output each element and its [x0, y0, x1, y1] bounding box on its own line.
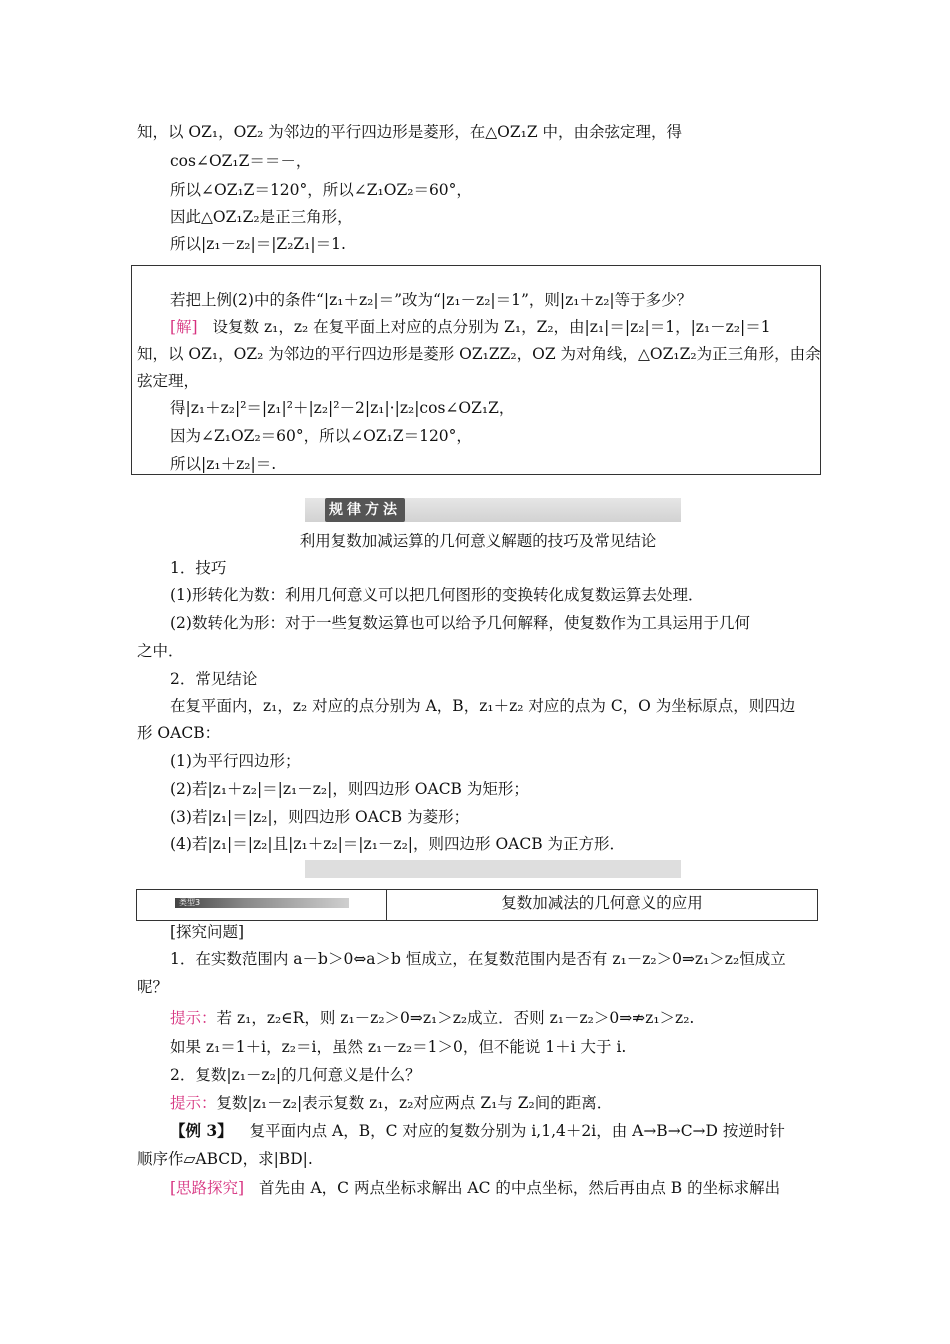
- text-line: (3)若|z₁|＝|z₂|，则四边形 OACB 为菱形；: [170, 808, 470, 826]
- text-line: 1．在实数范围内 a－b＞0⇔a＞b 恒成立，在复数范围内是否有 z₁－z₂＞0⇒z₁＞z₂恒成立: [170, 950, 786, 968]
- text-line: 之中．: [137, 642, 184, 660]
- text-line: 知，以 OZ₁，OZ₂ 为邻边的平行四边形是菱形，在△OZ₁Z 中，由余弦定理，得: [137, 123, 683, 141]
- text-line: 首先由 A，C 两点坐标求解出 AC 的中点坐标，然后再由点 B 的坐标求解出: [259, 1179, 781, 1197]
- idea-tag: [思路探究]: [170, 1179, 245, 1197]
- text-line: 弦定理，: [137, 372, 200, 390]
- idea-line: [170, 1177, 780, 1199]
- text-line: 复数|z₁－z₂|表示复数 z₁，z₂对应两点 Z₁与 Z₂间的距离．: [216, 1094, 613, 1112]
- example-line: [170, 1120, 785, 1142]
- hint-line: [170, 1007, 694, 1029]
- type-title: 复数加减法的几何意义的应用: [501, 894, 703, 912]
- text-line: 所以∠OZ₁Z＝120°，所以∠Z₁OZ₂＝60°，: [170, 181, 472, 199]
- text-line: (1)为平行四边形；: [170, 752, 301, 770]
- text-line: 若把上例(2)中的条件“|z₁＋z₂|＝”改为“|z₁－z₂|＝1”，则|z₁＋z₂|等于多少？: [170, 291, 693, 309]
- text-line: 因为∠Z₁OZ₂＝60°，所以∠OZ₁Z＝120°，: [170, 427, 472, 445]
- example-tag: 【例 3】: [170, 1121, 233, 1140]
- text-line: 2．复数|z₁－z₂|的几何意义是什么？: [170, 1066, 421, 1084]
- text-line: 若 z₁，z₂∈R，则 z₁－z₂＞0⇒z₁＞z₂成立．否则 z₁－z₂＞0⇒⇏z₁＞z₂.: [216, 1009, 695, 1027]
- type-header-left: [137, 890, 387, 920]
- text-line: cos∠OZ₁Z＝＝－，: [170, 152, 312, 170]
- method-banner-label: 规律方法: [325, 498, 405, 522]
- text-line: (1)形转化为数：利用几何意义可以把几何图形的变换转化成复数运算去处理．: [170, 586, 704, 604]
- text-line: 设复数 z₁，z₂ 在复平面上对应的点分别为 Z₁，Z₂，由|z₁|＝|z₂|＝1，|z₁－z₂|＝1: [212, 318, 771, 336]
- solution-line: [170, 316, 771, 338]
- text-line: (4)若|z₁|＝|z₂|且|z₁＋z₂|＝|z₁－z₂|，则四边形 OACB 为正方形．: [170, 835, 626, 853]
- text-line: 1．技巧: [170, 559, 227, 577]
- hint-tag: 提示：: [170, 1094, 217, 1112]
- text-line: 所以|z₁－z₂|＝|Z₂Z₁|＝1.: [170, 235, 346, 253]
- text-line: 得|z₁＋z₂|²＝|z₁|²＋|z₂|²－2|z₁|·|z₂|cos∠OZ₁Z，: [170, 399, 515, 417]
- section-title: 利用复数加减运算的几何意义解题的技巧及常见结论: [299, 532, 657, 550]
- text-line: 所以|z₁＋z₂|＝.: [170, 455, 277, 473]
- type-tag: 类型3: [175, 898, 349, 908]
- text-line: 2．常见结论: [170, 670, 258, 688]
- text-line: 呢？: [137, 978, 169, 996]
- method-banner: [305, 498, 681, 522]
- text-line: 顺序作▱ABCD，求|BD|.: [137, 1150, 313, 1168]
- text-line: 在复平面内，z₁，z₂ 对应的点分别为 A，B，z₁＋z₂ 对应的点为 C，O 为坐标原点，则四边: [170, 697, 796, 715]
- text-line: 复平面内点 A，B，C 对应的复数分别为 i,1,4＋2i，由 A→B→C→D 按逆时针: [249, 1122, 785, 1140]
- text-line: 知，以 OZ₁，OZ₂ 为邻边的平行四边形是菱形 OZ₁ZZ₂，OZ 为对角线，△OZ₁Z₂为正三角形，由余: [137, 345, 821, 363]
- text-line: [探究问题]: [170, 923, 245, 941]
- hint-tag: 提示：: [170, 1009, 217, 1027]
- text-line: 因此△OZ₁Z₂是正三角形，: [170, 208, 353, 226]
- text-line: (2)数转化为形：对于一些复数运算也可以给予几何解释，使复数作为工具运用于几何: [170, 614, 750, 632]
- type-header: [136, 889, 818, 921]
- solution-tag: [解]: [170, 318, 198, 336]
- text-line: 如果 z₁＝1＋i，z₂＝i，虽然 z₁－z₂＝1＞0，但不能说 1＋i 大于 i.: [170, 1038, 627, 1056]
- section-divider: [305, 860, 681, 878]
- text-line: 形 OACB：: [137, 724, 221, 742]
- hint-line: [170, 1092, 612, 1114]
- text-line: (2)若|z₁＋z₂|＝|z₁－z₂|，则四边形 OACB 为矩形；: [170, 780, 529, 798]
